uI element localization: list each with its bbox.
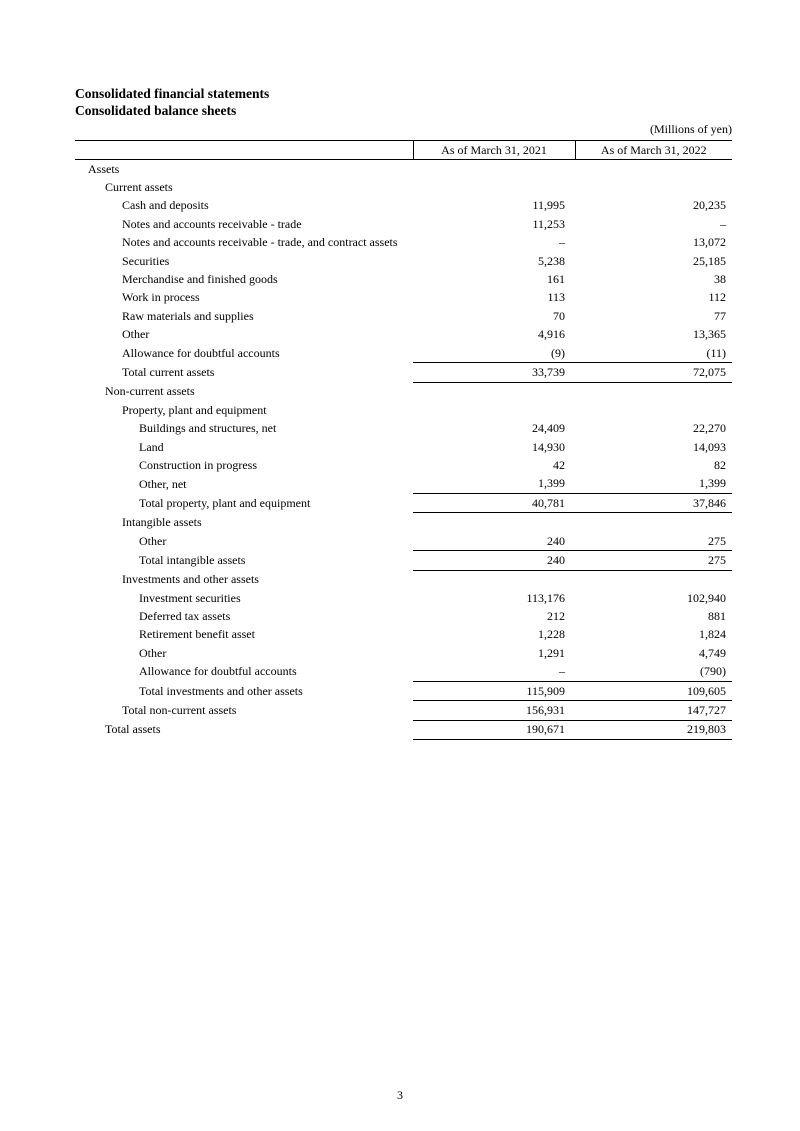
value-2021: (9): [413, 344, 575, 363]
row-label: Notes and accounts receivable - trade, and contract assets: [122, 235, 398, 250]
table-row: [75, 626, 732, 644]
value-2022: 147,727: [575, 701, 732, 720]
row-label: Land: [139, 439, 164, 454]
row-label: Non-current assets: [105, 384, 195, 399]
table-row: [75, 644, 732, 662]
row-label: Other: [139, 533, 167, 548]
value-2021: 70: [553, 308, 565, 323]
value-2022: 112: [708, 290, 726, 305]
row-label: Investment securities: [139, 590, 241, 605]
table-row: [75, 513, 732, 532]
value-2021: 156,931: [413, 701, 575, 720]
value-2021: [413, 513, 575, 532]
row-label: Other: [139, 645, 167, 660]
table-row: [75, 326, 732, 344]
value-2022: 4,749: [699, 645, 726, 660]
row-label: Total investments and other assets: [139, 683, 303, 698]
row-label: Work in process: [122, 290, 200, 305]
value-2021: 24,409: [532, 421, 565, 436]
value-2021: 115,909: [413, 681, 575, 700]
value-2022: 22,270: [693, 421, 726, 436]
value-2021: 190,671: [413, 720, 575, 739]
page-number: 3: [397, 1088, 403, 1102]
table-row: [75, 160, 732, 179]
value-2021: –: [413, 663, 575, 682]
value-2021: [413, 178, 575, 196]
row-label: Total assets: [105, 722, 161, 737]
value-2022: 219,803: [575, 720, 732, 739]
row-label: Current assets: [105, 180, 173, 195]
value-2022: 1,399: [575, 475, 732, 494]
value-2022: 1,824: [699, 627, 726, 642]
row-label: Allowance for doubtful accounts: [139, 664, 297, 679]
value-2022: [575, 382, 732, 401]
row-label: Retirement benefit asset: [139, 627, 255, 642]
value-2021: 33,739: [413, 363, 575, 382]
table-row: [75, 178, 732, 196]
unit-note: (Millions of yen): [650, 122, 732, 136]
value-2022: –: [720, 216, 726, 231]
value-2022: 72,075: [575, 363, 732, 382]
value-2022: [575, 570, 732, 589]
table-row: [75, 720, 732, 739]
value-2021: 14,930: [532, 439, 565, 454]
value-2022: [575, 401, 732, 419]
table-row: [75, 551, 732, 570]
row-label: Property, plant and equipment: [122, 402, 267, 417]
page-subtitle: Consolidated balance sheets: [75, 103, 237, 118]
value-2022: 881: [708, 609, 726, 624]
table-row: [75, 419, 732, 437]
table-row: [75, 363, 732, 382]
value-2021: 42: [553, 457, 565, 472]
value-2022: 37,846: [575, 494, 732, 513]
value-2022: [575, 513, 732, 532]
value-2021: [413, 160, 575, 179]
value-2021: 40,781: [413, 494, 575, 513]
value-2022: (11): [575, 344, 732, 363]
value-2022: 82: [714, 457, 726, 472]
table-row: [75, 494, 732, 513]
table-row: [75, 401, 732, 419]
value-2022: 13,365: [693, 327, 726, 342]
value-2022: 77: [714, 308, 726, 323]
row-label: Raw materials and supplies: [122, 308, 254, 323]
value-2021: 113: [547, 290, 565, 305]
value-2021: 212: [547, 609, 565, 624]
value-2022: [575, 160, 732, 179]
value-2022: 20,235: [693, 198, 726, 213]
row-label: Cash and deposits: [122, 198, 209, 213]
table-row: [75, 701, 732, 720]
row-label: Merchandise and finished goods: [122, 272, 278, 287]
row-label: Intangible assets: [122, 514, 202, 529]
table-row: [75, 307, 732, 325]
value-2022: 102,940: [687, 590, 726, 605]
table-row: [75, 382, 732, 401]
value-2021: 161: [547, 272, 565, 287]
document-titles: [75, 85, 269, 119]
table-row: [75, 589, 732, 607]
table-row: [75, 215, 732, 233]
value-2022: 38: [714, 272, 726, 287]
balance-sheet-body: [75, 160, 732, 740]
row-label: Other, net: [139, 476, 187, 491]
table-row: [75, 475, 732, 494]
row-label: Securities: [122, 253, 170, 268]
table-row: [75, 252, 732, 270]
row-label: Total current assets: [122, 364, 215, 379]
value-2021: 11,995: [532, 198, 565, 213]
table-row: [75, 270, 732, 288]
value-2021: 113,176: [526, 590, 565, 605]
value-2022: 25,185: [693, 253, 726, 268]
table-row: [75, 197, 732, 215]
value-2022: (790): [575, 663, 732, 682]
table-row: [75, 570, 732, 589]
value-2021: 1,291: [538, 645, 565, 660]
value-2021: [413, 570, 575, 589]
row-label: Allowance for doubtful accounts: [122, 345, 280, 360]
row-label: Total intangible assets: [139, 552, 246, 567]
row-label: Buildings and structures, net: [139, 421, 277, 436]
table-row: [75, 234, 732, 252]
row-label: Assets: [88, 161, 120, 176]
value-2022: 13,072: [693, 235, 726, 250]
value-2022: 14,093: [693, 439, 726, 454]
value-2021: 240: [413, 532, 575, 551]
page-title: Consolidated financial statements: [75, 86, 270, 101]
value-2021: 240: [413, 551, 575, 570]
row-label: Investments and other assets: [122, 572, 259, 587]
table-row: [75, 532, 732, 551]
balance-sheet-table: [75, 140, 732, 740]
header-stub-cell: [75, 141, 413, 160]
table-row: [75, 344, 732, 363]
value-2021: 1,228: [538, 627, 565, 642]
column-header-2022: As of March 31, 2022: [575, 141, 732, 160]
table-header: [75, 141, 732, 160]
header-row: [75, 141, 732, 160]
value-2022: 275: [575, 551, 732, 570]
value-2022: 109,605: [575, 681, 732, 700]
row-label: Notes and accounts receivable - trade: [122, 216, 302, 231]
value-2021: 5,238: [538, 253, 565, 268]
row-label: Deferred tax assets: [139, 609, 231, 624]
row-label: Construction in progress: [139, 457, 257, 472]
table-row: [75, 438, 732, 456]
value-2021: [413, 401, 575, 419]
value-2021: 4,916: [538, 327, 565, 342]
table-row: [75, 607, 732, 625]
value-2021: 1,399: [413, 475, 575, 494]
value-2022: [575, 178, 732, 196]
table-row: [75, 289, 732, 307]
table-row: [75, 681, 732, 700]
value-2021: [413, 382, 575, 401]
row-label: Total property, plant and equipment: [139, 495, 311, 510]
row-label: Other: [122, 327, 150, 342]
row-label: Total non-current assets: [122, 703, 237, 718]
value-2021: 11,253: [532, 216, 565, 231]
value-2022: 275: [575, 532, 732, 551]
table-row: [75, 456, 732, 474]
table-row: [75, 663, 732, 682]
value-2021: –: [559, 235, 565, 250]
column-header-2021: As of March 31, 2021: [413, 141, 575, 160]
